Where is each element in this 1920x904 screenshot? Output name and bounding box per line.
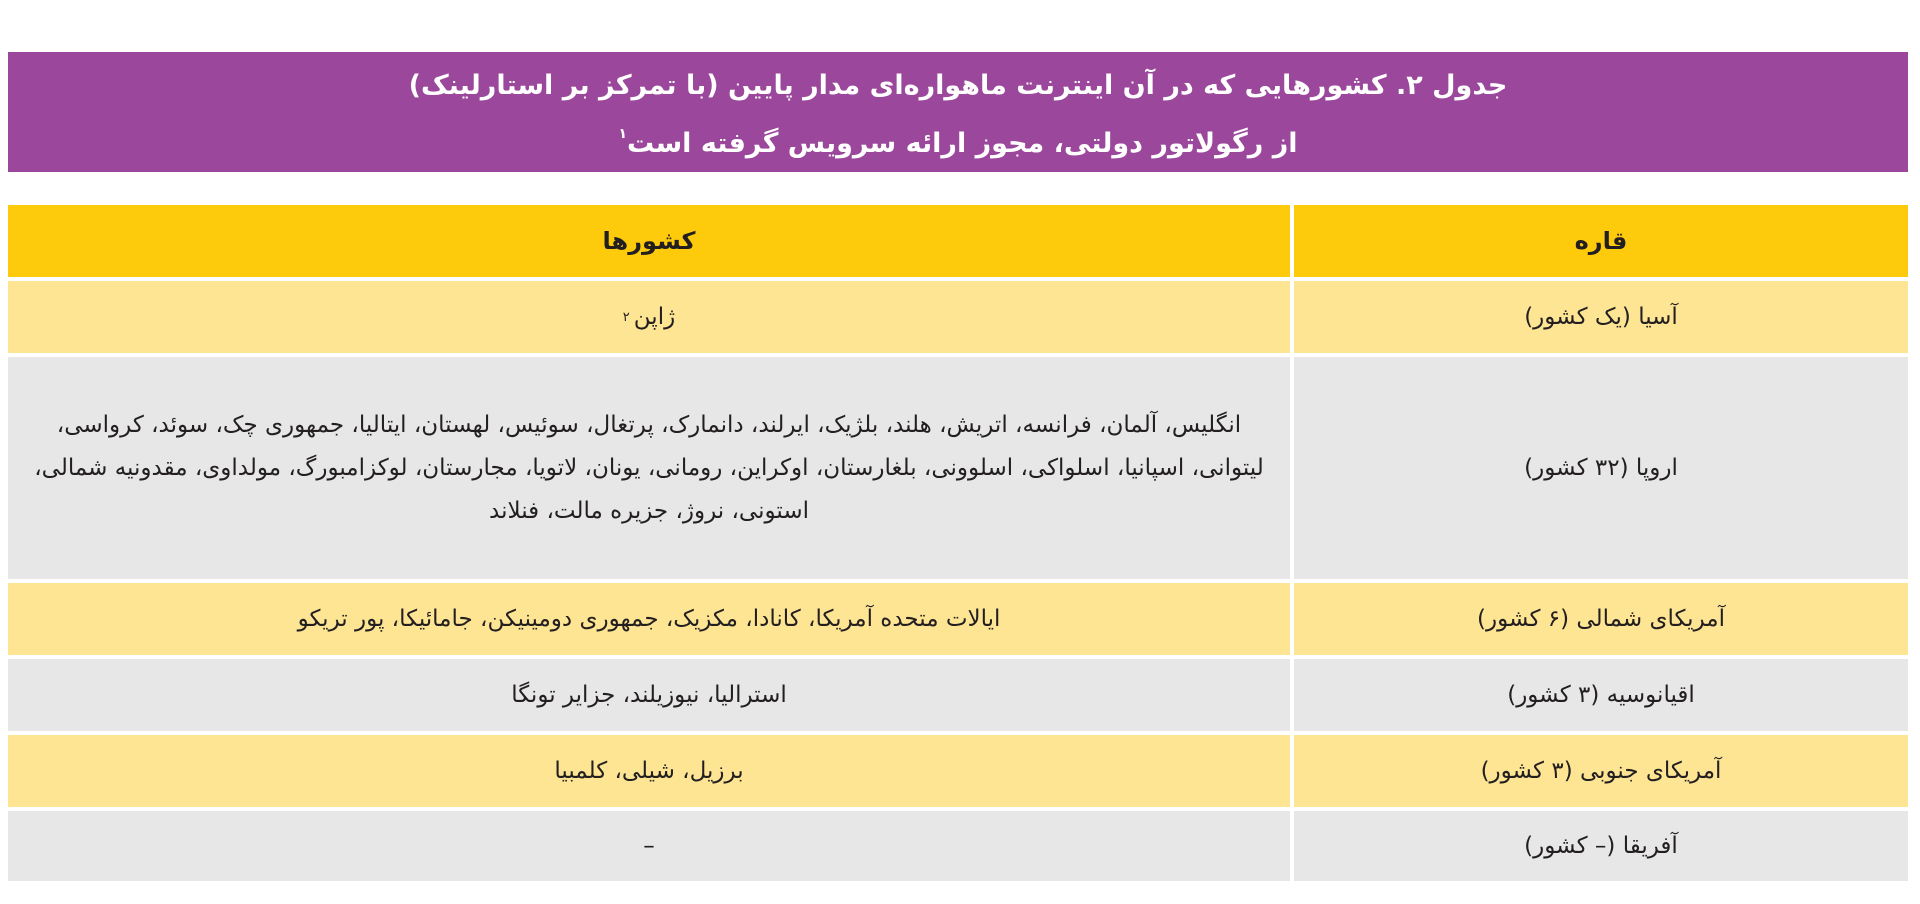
- table-header-row: [8, 205, 1908, 277]
- row-footnote-marker: ۲: [622, 309, 630, 325]
- row-continent: آمریکای شمالی (۶ کشور): [1294, 583, 1908, 655]
- table-row: [8, 357, 1908, 579]
- header-continent: قاره: [1294, 205, 1908, 277]
- table-row: [8, 735, 1908, 807]
- table-title-line-2: [8, 110, 1908, 168]
- row-continent: آسیا (یک کشور): [1294, 281, 1908, 353]
- row-continent: آفریقا (– کشور): [1294, 811, 1908, 881]
- row-countries: استرالیا، نیوزیلند، جزایر تونگا: [8, 659, 1290, 731]
- countries-table: [8, 205, 1908, 885]
- table-row: [8, 811, 1908, 881]
- row-countries: انگلیس، آلمان، فرانسه، اتریش، هلند، بلژیک، ایرلند، دانمارک، پرتغال، سوئیس، لهستان، ایتالیا، جمهوری چک، سوئد، کرواسی، لیتوانی، اسپانیا، اسلواکی، اسلوونی، بلغارستان، اوکراین، رومانی، یونان، لاتویا، مجارستان، لوکزامبورگ، مولداوی، مقدونیه شمالی، استونی، نروژ، جزیره مالت، فنلاند: [8, 357, 1290, 579]
- row-countries: [8, 281, 1290, 353]
- row-countries-text: ژاپن: [633, 303, 676, 330]
- row-countries: –: [8, 811, 1290, 881]
- table-title-line-2-text: از رگولاتور دولتی، مجوز ارائه سرویس گرفته است: [627, 128, 1298, 159]
- table-title-banner: [8, 52, 1908, 172]
- table-row: [8, 659, 1908, 731]
- row-countries: ایالات متحده آمریکا، کانادا، مکزیک، جمهوری دومینیکن، جامائیکا، پور تریکو: [8, 583, 1290, 655]
- row-continent: اقیانوسیه (۳ کشور): [1294, 659, 1908, 731]
- header-countries: کشورها: [8, 205, 1290, 277]
- row-continent: آمریکای جنوبی (۳ کشور): [1294, 735, 1908, 807]
- row-continent: اروپا (۳۲ کشور): [1294, 357, 1908, 579]
- table-row: [8, 281, 1908, 353]
- table-row: [8, 583, 1908, 655]
- title-footnote-marker: ۱: [618, 126, 628, 142]
- table-title-line-1: جدول ۲. کشورهایی که در آن اینترنت ماهواره‌ای مدار پایین (با تمرکز بر استارلینک): [408, 70, 1508, 101]
- row-countries: برزیل، شیلی، کلمبیا: [8, 735, 1290, 807]
